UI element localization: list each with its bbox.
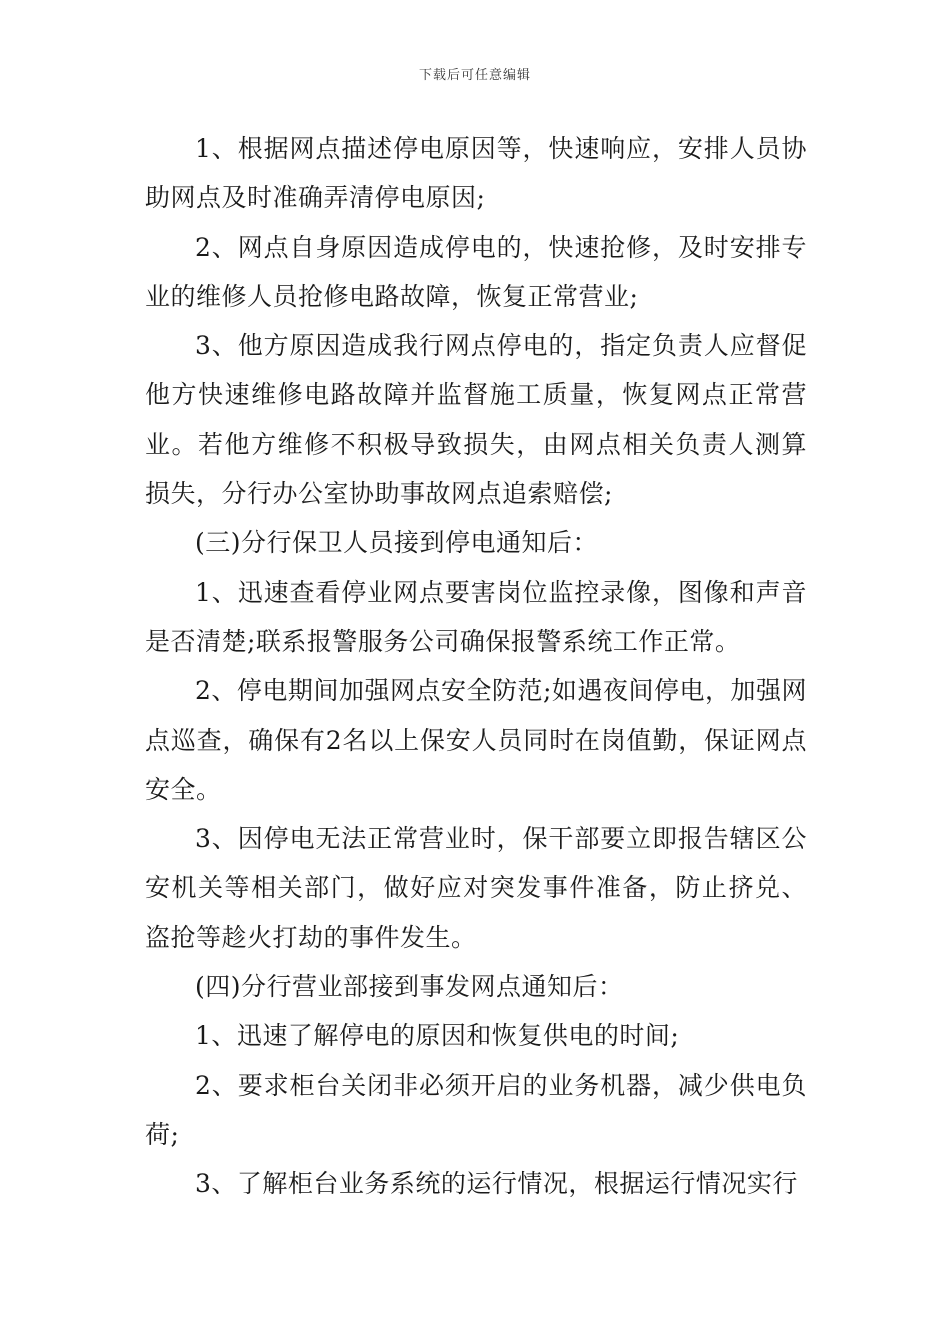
paragraph-9: 3、了解柜台业务系统的运行情况，根据运行情况实行	[195, 1169, 798, 1199]
document-body	[145, 124, 807, 1209]
paragraph-4: 1、迅速查看停业网点要害岗位监控录像，图像和声音是否清楚;联系报警服务公司确保报警系统工作正常。	[145, 577, 807, 656]
paragraph-8: 2、要求柜台关闭非必须开启的业务机器，减少供电负荷;	[145, 1070, 807, 1149]
paragraph-1: 1、根据网点描述停电原因等，快速响应，安排人员协助网点及时准确弄清停电原因;	[145, 134, 807, 213]
paragraph-5: 2、停电期间加强网点安全防范;如遇夜间停电，加强网点巡查，确保有2名以上保安人员同时在岗值勤，保证网点安全。	[145, 676, 807, 804]
paragraph-6: 3、因停电无法正常营业时，保干部要立即报告辖区公安机关等相关部门，做好应对突发事件准备，防止挤兑、盗抢等趁火打劫的事件发生。	[145, 824, 807, 952]
section-heading-4: (四)分行营业部接到事发网点通知后：	[195, 972, 624, 1002]
paragraph-7: 1、迅速了解停电的原因和恢复供电的时间;	[195, 1021, 680, 1051]
page-header: 下载后可任意编辑	[418, 68, 531, 83]
section-heading-3: (三)分行保卫人员接到停电通知后：	[195, 528, 599, 558]
paragraph-2: 2、网点自身原因造成停电的，快速抢修，及时安排专业的维修人员抢修电路故障，恢复正常营业;	[145, 232, 807, 311]
paragraph-3: 3、他方原因造成我行网点停电的，指定负责人应督促他方快速维修电路故障并监督施工质量，恢复网点正常营业。若他方维修不积极导致损失，由网点相关负责人测算损失，分行办公室协助事故网点追索赔偿;	[145, 331, 807, 509]
